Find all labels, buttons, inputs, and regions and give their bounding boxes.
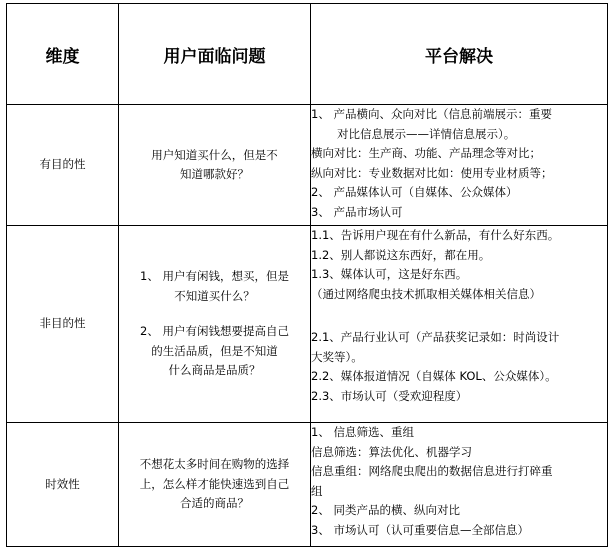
solution-line: 3、 市场认可（认可重要信息—全部信息） (311, 522, 529, 537)
solution-line: 大奖等）。 (311, 349, 363, 364)
header-row (7, 4, 608, 105)
solution-line: 2.3、市场认可（受欢迎程度） (311, 388, 468, 403)
problem-line: 上，怎么样才能快速选到自己 (139, 476, 290, 491)
solution-line: 3、 产品市场认可 (311, 204, 403, 219)
problem-line: 知道哪款好？ (180, 167, 249, 181)
solution-line: 1、 产品横向、众向对比（信息前端展示：重要 (311, 107, 552, 121)
solution-line: 1.3、媒体认可，这是好东西。 (311, 267, 468, 281)
header-user-problem: 用户面临问题 (119, 4, 311, 105)
problem-line: 什么商品是品质？ (168, 363, 261, 378)
solution-line: 2.1、产品行业认可（产品获奖记录如：时尚设计 (311, 330, 560, 344)
solution-cell (311, 105, 608, 226)
dimension-cell: 时效性 (7, 423, 119, 547)
problem-line: 不想花太多时间在购物的选择 (139, 457, 290, 472)
table-row (7, 105, 608, 226)
problem-line: 的生活品质，但是不知道 (151, 343, 278, 358)
solution-line: 信息筛选：算法优化、机器学习 (311, 444, 472, 459)
solution-line: 1.1、告诉用户现在有什么新品，有什么好东西。 (311, 228, 560, 242)
solution-line: 1、 信息筛选、重组 (311, 425, 414, 439)
solution-line: 对比信息展示——详情信息展示）。 (337, 126, 516, 141)
dimension-cell: 有目的性 (7, 105, 119, 226)
solution-line: 组 (311, 483, 323, 498)
problem-cell (119, 226, 311, 423)
solution-line: （通过网络爬虫技术抓取相关媒体相关信息） (311, 286, 541, 301)
problem-line: 不知道买什么？ (174, 288, 255, 303)
solution-line: 纵向对比：专业数据对比如：使用专业材质等； (311, 165, 553, 180)
problem-cell (119, 105, 311, 226)
solution-cell (311, 423, 608, 547)
header-dimension: 维度 (7, 4, 119, 105)
table-row (7, 423, 608, 547)
comparison-table (6, 3, 608, 547)
dimension-cell: 非目的性 (7, 226, 119, 423)
problem-line: 1、 用户有闲钱，想买，但是 (140, 269, 289, 284)
solution-line: 2、 同类产品的横、纵向对比 (311, 503, 460, 517)
solution-cell (311, 226, 608, 423)
solution-line: 1.2、别人都说这东西好，都在用。 (311, 247, 491, 262)
problem-cell (119, 423, 311, 547)
problem-line: 2、 用户有闲钱想要提高自己 (140, 324, 289, 339)
table-row (7, 226, 608, 423)
problem-line: 用户知道买什么，但是不 (151, 147, 278, 162)
solution-line: 2.2、媒体报道情况（自媒体 KOL、公众媒体）。 (311, 369, 557, 383)
problem-line: 合适的商品？ (180, 496, 249, 511)
solution-line: 横向对比：生产商、功能、产品理念等对比； (311, 146, 541, 160)
solution-line: 信息重组：网络爬虫爬出的数据信息进行打碎重 (311, 464, 553, 478)
solution-line: 2、 产品媒体认可（自媒体、公众媒体） (311, 185, 518, 199)
header-platform-solution: 平台解决 (311, 4, 608, 105)
